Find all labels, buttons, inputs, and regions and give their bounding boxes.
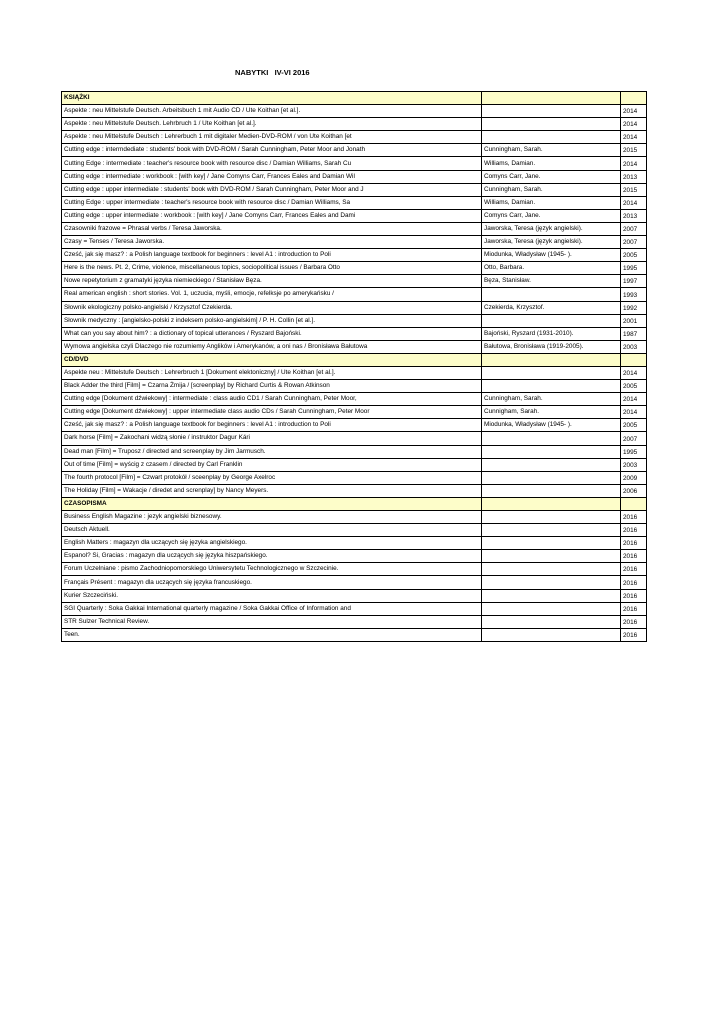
table-row [62,484,647,497]
table-row [62,262,647,275]
year-cell: 2005 [621,249,647,262]
year-cell: 2013 [621,209,647,222]
author-cell [482,550,621,563]
table-row [62,576,647,589]
year-cell: 2016 [621,576,647,589]
author-cell [482,537,621,550]
year-cell: 1992 [621,301,647,314]
year-cell: 2014 [621,366,647,379]
title-cell: Wymowa angielska czyli Dlaczego nie rozumiemy Anglików i Amerykanów, a oni nas / Bronisława Bałutowa [62,340,482,353]
table-row [62,445,647,458]
table-row [62,183,647,196]
table-row [62,275,647,288]
author-cell [482,615,621,628]
author-cell [482,288,621,301]
author-cell: Comyns Carr, Jane. [482,209,621,222]
section-year-cell [621,497,647,510]
title-cell: Real american english : short stories. Vol. 1, uczucia, myśli, emocje, refelksje po amerykańsku / [62,288,482,301]
table-row [62,144,647,157]
title-cell: Cześć, jak się masz? : a Polish language textbook for beginners : level A1 : introduction to Poli [62,419,482,432]
section-author-cell [482,497,621,510]
table-row [62,589,647,602]
year-cell: 2016 [621,524,647,537]
year-cell: 2014 [621,105,647,118]
year-cell: 2014 [621,131,647,144]
author-cell [482,380,621,393]
table-row [62,602,647,615]
author-cell [482,524,621,537]
table-row [62,419,647,432]
table-row [62,209,647,222]
title-cell: Français Présent : magazyn dla uczących się języka francuskiego. [62,576,482,589]
year-cell: 2015 [621,183,647,196]
title-cell: Aspekte : neu Mittelstufe Deutsch. Arbeitsbuch 1 mit Audio CD / Ute Koithan [et al.]. [62,105,482,118]
author-cell [482,511,621,524]
title-cell: Cutting edge [Dokument dźwiekowy] : intermediate : class audio CD1 / Sarah Cunningham, Peter Moor, [62,393,482,406]
title-cell: Czasowniki frazowe = Phrasal verbs / Teresa Jaworska. [62,222,482,235]
title-cell: Aspekte : neu Mittelstufe Deutsch : Lehrerbuch 1 mit digitaler Medien-DVD-ROM / von Ute Koithan [et [62,131,482,144]
section-year-cell [621,353,647,366]
author-cell: Jaworska, Teresa (język angielski). [482,236,621,249]
author-cell: Otto, Barbara. [482,262,621,275]
table-row [62,366,647,379]
year-cell: 2009 [621,471,647,484]
year-cell: 2005 [621,419,647,432]
author-cell: Bęza, Stanisław. [482,275,621,288]
year-cell: 1993 [621,288,647,301]
table-row [62,615,647,628]
table-row [62,524,647,537]
title-cell: Business English Magazine : jezyk angielski biznesowy. [62,511,482,524]
title-cell: The fourth protocol [Film] = Czwart protokół / sceenplay by George Axelroc [62,471,482,484]
year-cell: 2005 [621,380,647,393]
year-cell: 2003 [621,458,647,471]
author-cell [482,628,621,641]
year-cell: 2007 [621,222,647,235]
table-row [62,288,647,301]
year-cell: 2007 [621,432,647,445]
year-cell: 2013 [621,170,647,183]
author-cell: Bajoński, Ryszard (1931-2010). [482,327,621,340]
table-row [62,563,647,576]
title-cell: Black Adder the third [Film] = Czarna Żmija / [screenplay] by Richard Curtis & Rowan Atkinson [62,380,482,393]
author-cell [482,314,621,327]
title-cell: Here is the news. Pt. 2, Crime, violence, miscellaneous topics, sociopolitical issues / Barbara Otto [62,262,482,275]
year-cell: 2016 [621,589,647,602]
table-row [62,393,647,406]
year-cell: 2016 [621,615,647,628]
author-cell: Williams, Damian. [482,196,621,209]
author-cell: Jaworska, Teresa (język angielski). [482,222,621,235]
title-cell: Cutting edge : intermdediate : students' book with DVD-ROM / Sarah Cunningham, Peter Moor and Jonath [62,144,482,157]
section-year-cell [621,92,647,105]
table-row [62,314,647,327]
table-row [62,628,647,641]
table-row [62,118,647,131]
year-cell: 2016 [621,563,647,576]
title-cell: What can you say about him? : a dictionary of topical utterances / Ryszard Bajoński. [62,327,482,340]
title-cell: Nowe repetytorium z gramatyki języka niemieckiego / Stanisław Bęza. [62,275,482,288]
author-cell: Miodunka, Władysław (1945- ). [482,419,621,432]
title-cell: Deutsch Aktuell. [62,524,482,537]
title-cell: English Matters : magazyn dla uczących się języka angielskiego. [62,537,482,550]
year-cell: 2014 [621,118,647,131]
title-cell: Cutting edge : upper intermediate : students' book with DVD-ROM / Sarah Cunningham, Peter Moor and J [62,183,482,196]
title-cell: Forum Uczelniane : pismo Zachodniopomorskiego Uniwersytetu Technologicznego w Szczecinie. [62,563,482,576]
title-cell: Kurier Szczeciński. [62,589,482,602]
table-row [62,406,647,419]
table-row [62,157,647,170]
year-cell: 2016 [621,511,647,524]
table-body [62,92,647,642]
year-cell: 2014 [621,406,647,419]
author-cell: Cunningham, Sarah. [482,144,621,157]
title-cell: Czasy = Tenses / Teresa Jaworska. [62,236,482,249]
table-row [62,380,647,393]
year-cell: 2016 [621,628,647,641]
title-cell: Cześć, jak się masz? : a Polish language textbook for beginners : level A1 : introduction to Poli [62,249,482,262]
section-author-cell [482,353,621,366]
author-cell [482,576,621,589]
table-row [62,471,647,484]
author-cell [482,471,621,484]
author-cell [482,445,621,458]
title-cell: Cutting Edge : intermediate : teacher's resource book with resource disc / Damian Williams, Sarah Cu [62,157,482,170]
author-cell [482,118,621,131]
title-cell: Słownik ekologiczny polsko-angielski / Krzysztof Czekierda. [62,301,482,314]
author-cell [482,131,621,144]
table-row [62,196,647,209]
year-cell: 2016 [621,602,647,615]
author-cell [482,484,621,497]
section-label: CD/DVD [62,353,482,366]
title-cell: SGI Quarterly : Soka Gakkai International quarterly magazine / Soka Gakkai Office of Information and [62,602,482,615]
table-row [62,105,647,118]
year-cell: 2014 [621,157,647,170]
title-cell: Teen. [62,628,482,641]
author-cell [482,602,621,615]
author-cell: Bałutowa, Bronisława (1919-2005). [482,340,621,353]
title-cell: Out of time [Film] = wyścig z czasem / directed by Carl Franklin [62,458,482,471]
title-cell: Aspekte neu : Mittelstufe Deutsch : Lehrerbruch 1 [Dokument elektoniczny] / Ute Koithan [et al.]. [62,366,482,379]
year-cell: 2001 [621,314,647,327]
table-row [62,458,647,471]
table-row [62,301,647,314]
author-cell [482,563,621,576]
year-cell: 1987 [621,327,647,340]
year-cell: 2014 [621,196,647,209]
author-cell [482,458,621,471]
title-cell: Cutting edge [Dokument dźwiekowy] : upper intermediate class audio CDs / Sarah Cunningham, Peter Moor [62,406,482,419]
title-cell: Cutting edge : intermediate : workbook : [with key] / Jane Comyns Carr, Frances Eales and Damian Wil [62,170,482,183]
page-title: NABYTKI IV-VI 2016 [235,68,310,77]
table-row [62,131,647,144]
table-row [62,432,647,445]
year-cell: 2003 [621,340,647,353]
author-cell: Comyns Carr, Jane. [482,170,621,183]
author-cell: Williams, Damian. [482,157,621,170]
table-row [62,511,647,524]
title-cell: The Holiday [Film] = Wakacje / diredet and screnplay] by Nancy Meyers. [62,484,482,497]
title-cell: Aspekte : neu Mittelstufe Deutsch. Lehrbruch 1 / Ute Koithan [et al.]. [62,118,482,131]
year-cell: 1997 [621,275,647,288]
title-cell: Dark horse [Film] = Zakochani widzą słonie / instruktor Dagur Kári [62,432,482,445]
author-cell: Cunnigham, Sarah. [482,406,621,419]
section-author-cell [482,92,621,105]
acquisitions-table [61,91,647,642]
title-cell: STR Sulzer Technical Review. [62,615,482,628]
table-row [62,550,647,563]
year-cell: 2014 [621,393,647,406]
title-cell: Espanol? Si, Gracias : magazyn dla uczących się języka hiszpańskiego. [62,550,482,563]
section-label: KSIĄŻKI [62,92,482,105]
title-cell: Słownik medyczny : [angielsko-polski z indeksem polsko-angielskim] / P. H. Collin [et al.]. [62,314,482,327]
year-cell: 2007 [621,236,647,249]
author-cell: Cunningham, Sarah. [482,393,621,406]
year-cell: 1995 [621,262,647,275]
author-cell [482,589,621,602]
author-cell [482,105,621,118]
title-cell: Cutting edge : upper intermediate : workbook : [with key] / Jane Comyns Carr, Frances Eales and Dami [62,209,482,222]
table-row [62,340,647,353]
section-label: CZASOPISMA [62,497,482,510]
section-header-row [62,497,647,510]
year-cell: 2016 [621,537,647,550]
author-cell [482,432,621,445]
year-cell: 1995 [621,445,647,458]
author-cell [482,366,621,379]
table-row [62,327,647,340]
author-cell: Cunningham, Sarah. [482,183,621,196]
section-header-row [62,92,647,105]
title-cell: Dead man [Film] = Truposz / directed and screenplay by Jim Jarmusch. [62,445,482,458]
year-cell: 2016 [621,550,647,563]
author-cell: Miodunka, Władysław (1945- ). [482,249,621,262]
table-row [62,249,647,262]
section-header-row [62,353,647,366]
year-cell: 2015 [621,144,647,157]
year-cell: 2006 [621,484,647,497]
table-row [62,537,647,550]
author-cell: Czekierda, Krzysztof. [482,301,621,314]
table-row [62,170,647,183]
title-cell: Cutting Edge : upper intermediate : teacher's resource book with resource disc / Damian Williams, Sa [62,196,482,209]
table-row [62,236,647,249]
table-row [62,222,647,235]
